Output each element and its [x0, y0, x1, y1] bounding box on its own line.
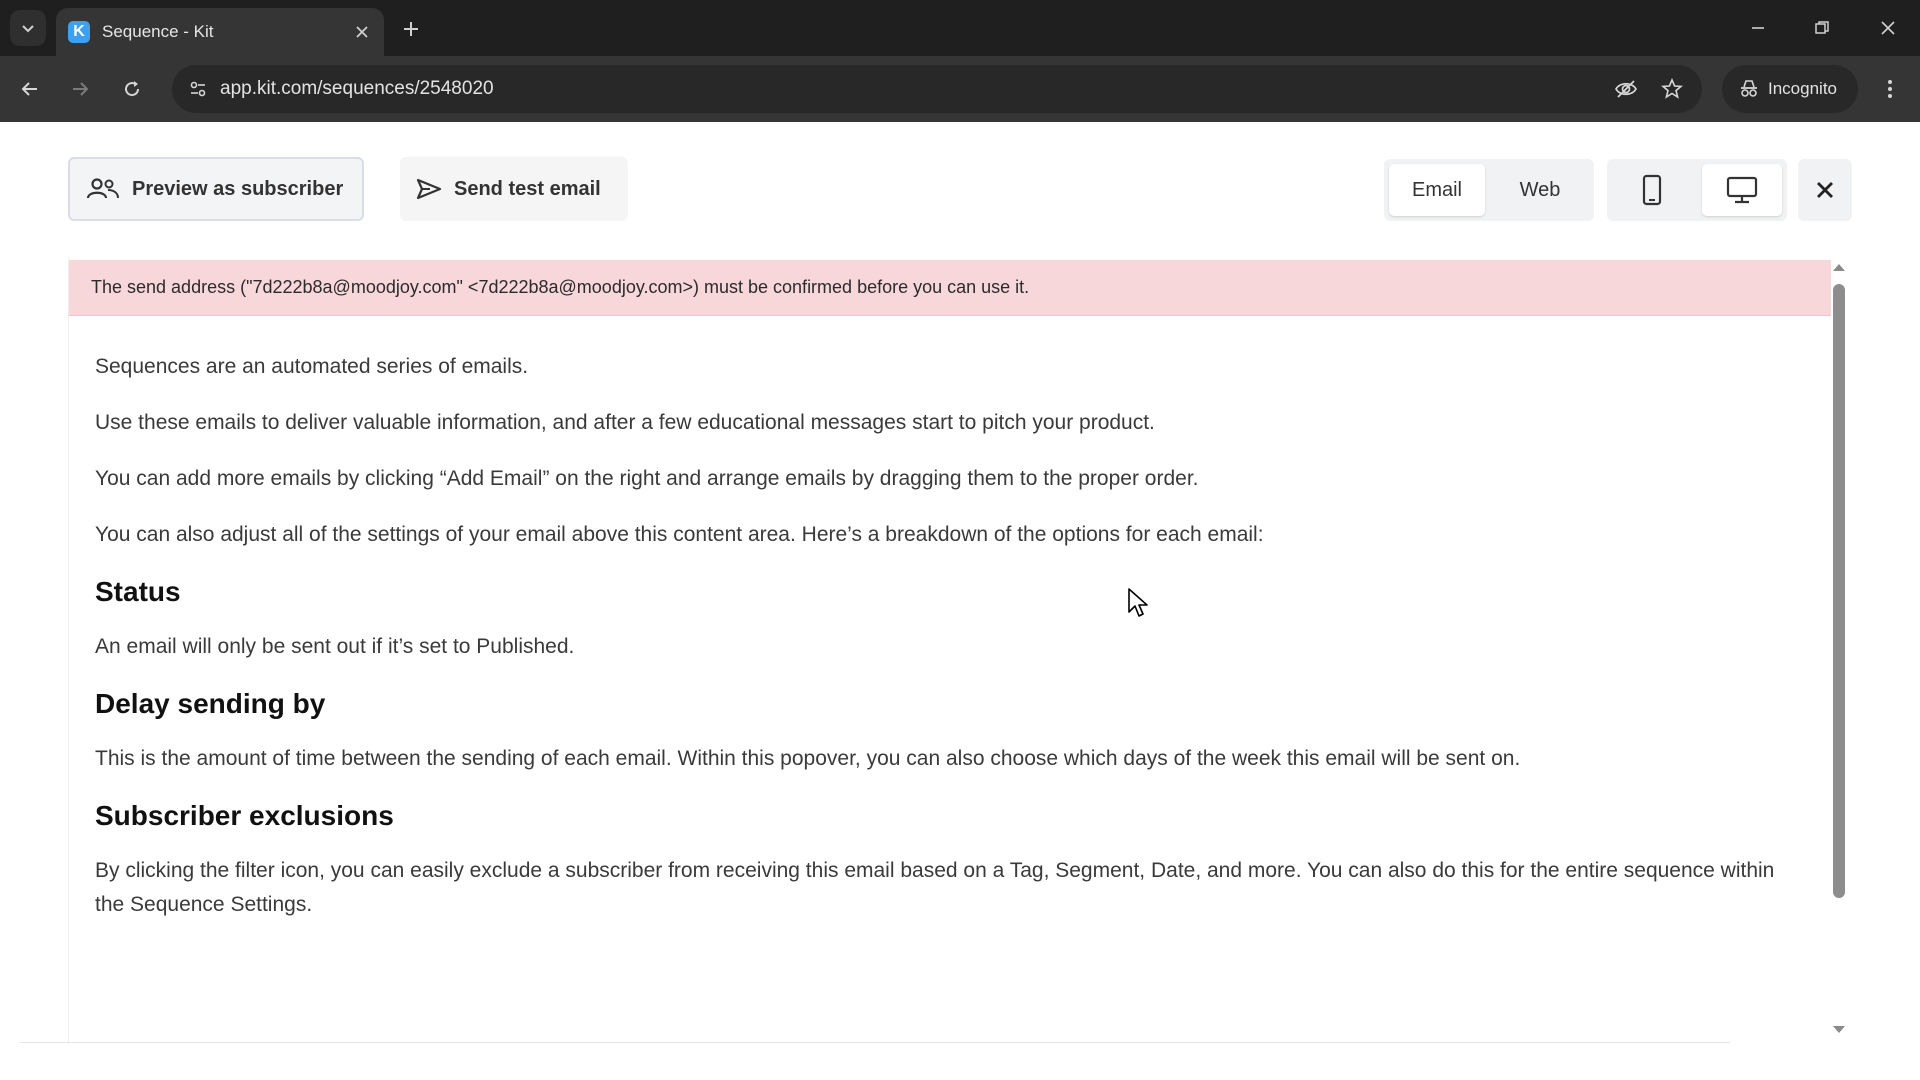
- url-text: app.kit.com/sequences/2548020: [220, 78, 494, 99]
- tab-title: Sequence - Kit: [102, 22, 214, 41]
- address-bar[interactable]: [172, 65, 1702, 113]
- desktop-view-button[interactable]: [1702, 164, 1782, 216]
- browser-menu-button[interactable]: [1872, 71, 1908, 107]
- mobile-view-button[interactable]: [1612, 164, 1692, 216]
- browser-tab[interactable]: [56, 8, 384, 56]
- star-icon: [1661, 78, 1683, 100]
- more-vertical-icon: [1887, 79, 1893, 99]
- close-preview-button[interactable]: [1798, 159, 1852, 221]
- tab-close-button[interactable]: [348, 18, 376, 46]
- send-test-email-label: Send test email: [454, 177, 601, 200]
- minimize-window-button[interactable]: [1736, 8, 1780, 48]
- preview-modal: [0, 122, 1920, 1080]
- email-preview-frame[interactable]: [68, 258, 1855, 1044]
- preview-as-subscriber-button[interactable]: [68, 157, 364, 221]
- reload-icon: [122, 79, 142, 99]
- tune-icon: [188, 79, 208, 99]
- eye-off-icon: [1614, 77, 1638, 101]
- scroll-up-arrow-icon[interactable]: [1833, 264, 1845, 271]
- tab-web[interactable]: Web: [1519, 178, 1561, 201]
- heading-status: Status: [95, 576, 181, 607]
- close-icon: [1816, 181, 1834, 199]
- scrollbar-thumb[interactable]: [1833, 284, 1845, 898]
- paragraph-intro: Sequences are an automated series of emails.: [95, 355, 529, 378]
- minimize-icon: [1750, 20, 1766, 36]
- reload-button[interactable]: [114, 71, 150, 107]
- paragraph-add-email: You can add more emails by clicking “Add Email” on the right and arrange emails by dragging them to the proper order.: [95, 467, 1199, 490]
- preview-scrollbar[interactable]: [1830, 264, 1848, 1036]
- tab-search-button[interactable]: [10, 10, 46, 46]
- view-mode-toggle: [1384, 159, 1594, 221]
- heading-delay: Delay sending by: [95, 688, 326, 719]
- paragraph-delay: This is the amount of time between the sending of each email. Within this popover, you can also choose which days of the week this email will be sent on.: [95, 747, 1521, 770]
- scroll-down-arrow-icon[interactable]: [1833, 1026, 1845, 1033]
- back-button[interactable]: [12, 71, 48, 107]
- incognito-icon: [1738, 78, 1760, 100]
- send-test-email-button[interactable]: [400, 157, 628, 221]
- bookmark-button[interactable]: [1656, 73, 1688, 105]
- heading-exclusions: Subscriber exclusions: [95, 800, 394, 831]
- restore-icon: [1814, 20, 1830, 36]
- browser-tab-strip: [0, 0, 1920, 56]
- close-icon: [1880, 20, 1896, 36]
- chevron-down-icon: [20, 20, 36, 36]
- device-toggle: [1607, 159, 1787, 221]
- paragraph-status: An email will only be sent out if it’s set to Published.: [95, 635, 575, 658]
- send-address-alert: The send address ("7d222b8a@moodjoy.com" <7d222b8a@moodjoy.com>) must be confirmed before you can use it.: [69, 260, 1831, 316]
- mobile-icon: [1642, 174, 1662, 206]
- preview-as-subscriber-label: Preview as subscriber: [132, 177, 344, 200]
- paragraph-exclusions: By clicking the filter icon, you can easily exclude a subscriber from receiving this email based on a Tag, Segment, Date, and more. You can also do this for the entire sequence within the Sequence Settings.: [95, 859, 1775, 916]
- tab-email[interactable]: Email: [1389, 164, 1485, 216]
- arrow-right-icon: [70, 79, 90, 99]
- restore-window-button[interactable]: [1800, 8, 1844, 48]
- desktop-icon: [1726, 176, 1758, 204]
- paragraph-settings: You can also adjust all of the settings of your email above this content area. Here’s a breakdown of the options for each email:: [95, 523, 1264, 546]
- browser-toolbar: [0, 56, 1920, 122]
- arrow-left-icon: [20, 79, 40, 99]
- plus-icon: [402, 20, 420, 38]
- forward-button[interactable]: [62, 71, 98, 107]
- incognito-label: Incognito: [1768, 79, 1837, 98]
- paragraph-usage: Use these emails to deliver valuable information, and after a few educational messages start to pitch your product.: [95, 411, 1155, 434]
- users-icon: [86, 178, 120, 200]
- new-tab-button[interactable]: [396, 14, 426, 44]
- kit-favicon-icon: K: [68, 21, 90, 43]
- tracking-protection-button[interactable]: [1610, 73, 1642, 105]
- site-info-button[interactable]: [182, 73, 214, 105]
- content-divider: [20, 1042, 1730, 1043]
- email-body: [95, 350, 1795, 944]
- mouse-cursor-icon: [1127, 587, 1149, 619]
- close-window-button[interactable]: [1866, 8, 1910, 48]
- send-icon: [416, 178, 442, 200]
- close-icon: [355, 25, 369, 39]
- incognito-indicator[interactable]: [1722, 65, 1858, 113]
